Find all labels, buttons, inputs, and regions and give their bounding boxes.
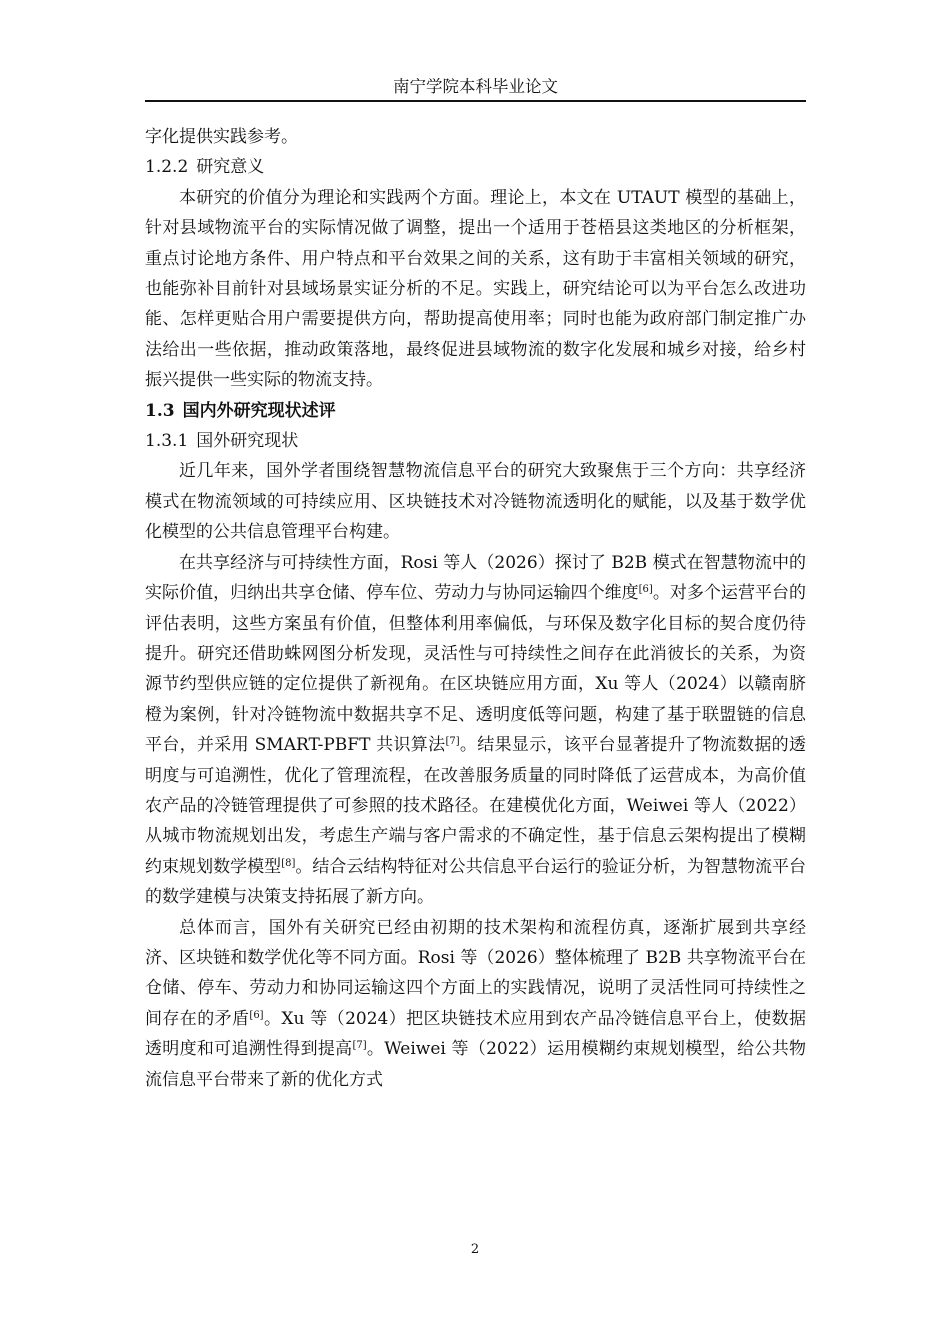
section-title: 研究意义 bbox=[196, 157, 265, 178]
running-header: 南宁学院本科毕业论文 bbox=[393, 77, 558, 96]
citation-ref: [6] bbox=[638, 584, 653, 596]
text-run: 。Weiwei 等（2022）运用模糊约束规划模型，给公共物流信息平台带来了新的优化方式 bbox=[145, 1039, 806, 1090]
paragraph-continuation: 字化提供实践参考。 bbox=[145, 127, 298, 147]
page-number: 2 bbox=[470, 1242, 480, 1257]
section-heading-1-3 bbox=[145, 396, 806, 426]
citation-ref: [7] bbox=[352, 1040, 367, 1052]
section-number: 1.3 bbox=[145, 400, 175, 421]
section-title: 国外研究现状 bbox=[196, 431, 299, 452]
citation-ref: [8] bbox=[281, 857, 296, 869]
section-number: 1.3.1 bbox=[145, 431, 189, 452]
paragraph-research-significance: 本研究的价值分为理论和实践两个方面。理论上，本文在 UTAUT 模型的基础上，针对县域物流平台的实际情况做了调整，提出一个适用于苍梧县这类地区的分析框架，重点讨论地方条件、用户特点和平台效果之间的关系，这有助于丰富相关领域的研究，也能弥补目前针对县域场景实证分析的不足。实践上，研究结论可以为平台怎么改进功能、怎样更贴合用户需要提供方向，帮助提高使用率；同时也能为政府部门制定推广办法给出一些依据，推动政策落地，最终促进县域物流的数字化发展和城乡对接，给乡村振兴提供一些实际的物流支持。 bbox=[145, 187, 806, 391]
citation-ref: [7] bbox=[445, 736, 460, 748]
text-run: 。结果显示，该平台显著提升了物流数据的透明度与可追溯性，优化了管理流程，在改善服务质量的同时降低了运营成本，为高价值农产品的冷链管理提供了可参照的技术路径。在建模优化方面，Weiwei 等人（2022）从城市物流规划出发，考虑生产端与客户需求的不确定性，基于信息云架构提出了模糊约束规划数学模型 bbox=[145, 735, 806, 877]
text-run: 在共享经济与可持续性方面，Rosi 等人（2026）探讨了 B2B 模式在智慧物流中的实际价值，归纳出共享仓储、停车位、劳动力与协同运输四个维度 bbox=[145, 552, 806, 604]
citation-ref: [6] bbox=[249, 1009, 264, 1021]
paragraph-research-directions: 近几年来，国外学者围绕智慧物流信息平台的研究大致聚焦于三个方向：共享经济模式在物流领域的可持续应用、区块链技术对冷链物流透明化的赋能，以及基于数学优化模型的公共信息管理平台构建。 bbox=[145, 461, 806, 543]
section-heading-1-2-2 bbox=[145, 152, 806, 182]
paragraph-foreign-studies bbox=[145, 548, 806, 913]
section-number: 1.2.2 bbox=[145, 157, 189, 178]
section-heading-1-3-1 bbox=[145, 426, 806, 456]
text-run: 。Xu 等（2024）把区块链技术应用到农产品冷链信息平台上，使数据透明度和可追溯性得到提高 bbox=[145, 1008, 807, 1060]
text-run: 。对多个运营平台的评估表明，这些方案虽有价值，但整体利用率偏低，与环保及数字化目标的契合度仍待提升。研究还借助蛛网图分析发现，灵活性与可持续性之间存在此消彼长的关系，为资源节约型供应链的定位提供了新视角。在区块链应用方面，Xu 等人（2024）以赣南脐橙为案例，针对冷链物流中数据共享不足、透明度低等问题，构建了基于联盟链的信息平台，并采用 SMART-PBFT 共识算法 bbox=[145, 583, 807, 756]
section-title: 国内外研究现状述评 bbox=[182, 400, 336, 421]
text-run: 总体而言，国外有关研究已经由初期的技术架构和流程仿真，逐渐扩展到共享经济、区块链和数学优化等不同方面。Rosi 等（2026）整体梳理了 B2B 共享物流平台在仓储、停车、劳动力和协同运输这四个方面上的实践情况，说明了灵活性同可持续性之间存在的矛盾 bbox=[145, 917, 806, 1029]
paragraph-summary bbox=[145, 913, 806, 1095]
text-run: 。结合云结构特征对公共信息平台运行的验证分析，为智慧物流平台的数学建模与决策支持拓展了新方向。 bbox=[145, 856, 807, 908]
body-text bbox=[145, 122, 806, 1095]
header-rule bbox=[145, 100, 806, 102]
